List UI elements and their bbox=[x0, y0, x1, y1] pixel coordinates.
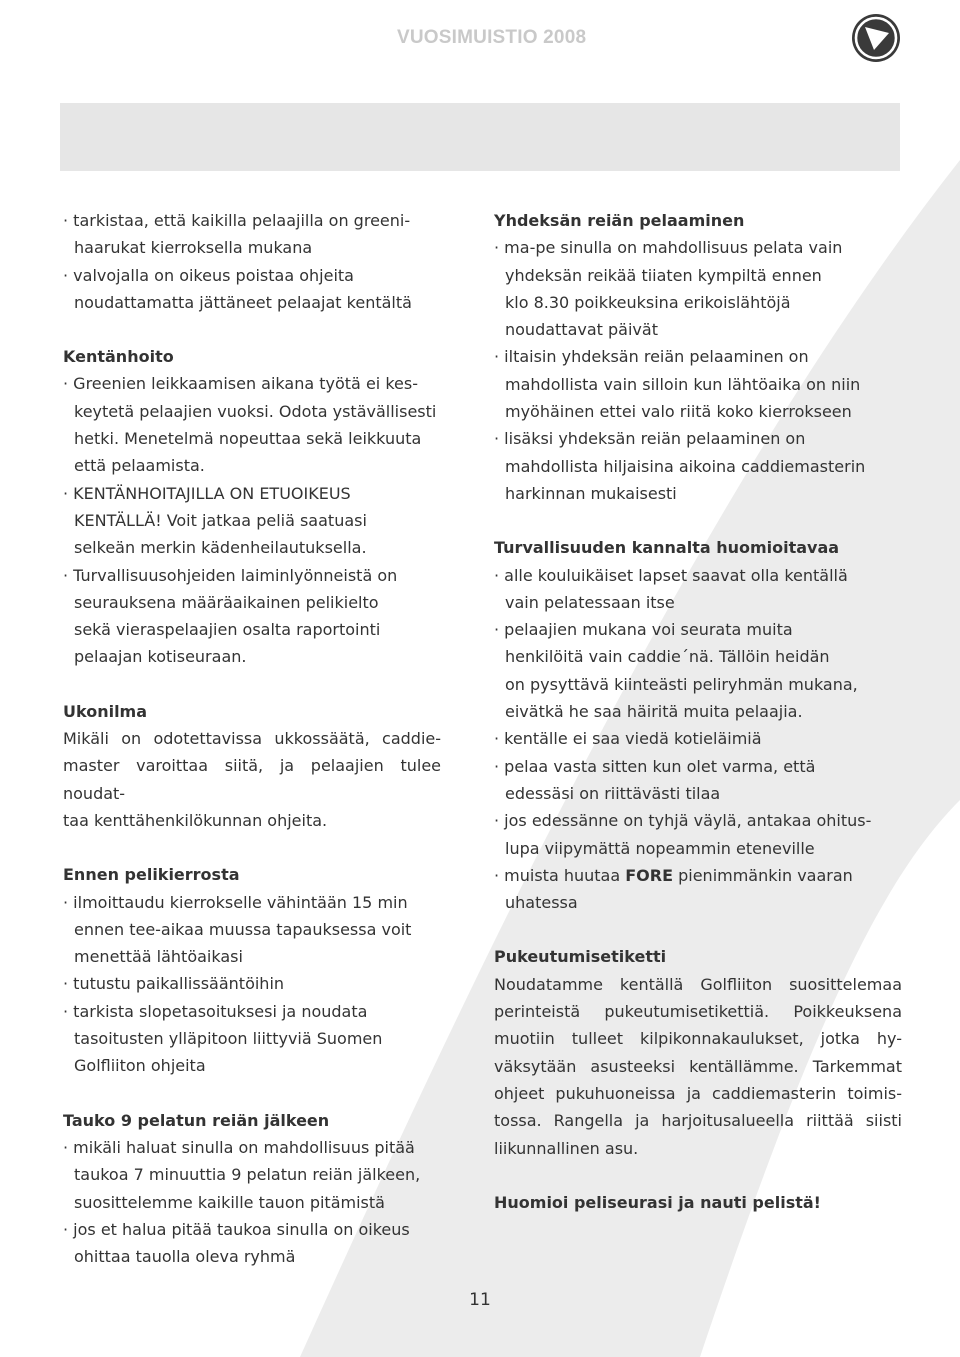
closing-text: Huomioi peliseurasi ja nauti pelistä! bbox=[494, 1192, 821, 1212]
section-heading: Ukonilma bbox=[63, 701, 148, 721]
section-heading: Pukeutumisetiketti bbox=[494, 947, 667, 967]
section-heading: Ennen pelikierrosta bbox=[63, 865, 240, 885]
list-item: · Greenien leikkaamisen aikana työtä ei kes- bbox=[63, 374, 418, 394]
paragraph-line: tossa. Rangella ja harjoitusalueella riittää siisti bbox=[494, 1111, 902, 1131]
list-item: · tutustu paikallissääntöihin bbox=[63, 974, 285, 994]
section-heading: Turvallisuuden kannalta huomioitavaa bbox=[494, 538, 840, 558]
list-item-continuation: pelaajan kotiseuraan. bbox=[74, 647, 247, 667]
list-item-continuation: haarukat kierroksella mukana bbox=[74, 238, 313, 258]
paragraph-line: liikunnallinen asu. bbox=[494, 1138, 639, 1158]
list-item: · jos edessänne on tyhjä väylä, antakaa ohitus- bbox=[494, 811, 872, 831]
header-band bbox=[60, 103, 900, 171]
list-item-continuation: on pysyttävä kiinteästi peliryhmän mukana, bbox=[505, 674, 858, 694]
section-ukonilma bbox=[63, 698, 441, 834]
section-turvallisuus bbox=[494, 534, 902, 916]
fore-prefix: · muista huutaa bbox=[494, 865, 626, 885]
list-item-continuation: Golfliiton ohjeita bbox=[74, 1056, 206, 1076]
play-triangle-circle-icon bbox=[850, 12, 902, 64]
list-item: · jos et halua pitää taukoa sinulla on oikeus bbox=[63, 1219, 410, 1239]
list-item-continuation: klo 8.30 poikkeuksina erikoislähtöjä bbox=[505, 292, 791, 312]
section-yhdeksan-reian-pelaaminen bbox=[494, 207, 902, 507]
list-item-continuation: selkeän merkin kädenheilautuksella. bbox=[74, 538, 367, 558]
list-item: · pelaa vasta sitten kun olet varma, että bbox=[494, 756, 816, 776]
list-item-continuation: mahdollista hiljaisina aikoina caddiemasterin bbox=[505, 456, 866, 476]
page-number: 11 bbox=[469, 1290, 491, 1310]
list-item-continuation: mahdollista vain silloin kun lähtöaika on niin bbox=[505, 374, 861, 394]
list-item-continuation: yhdeksän reikää tiiaten kympiltä ennen bbox=[505, 265, 822, 285]
left-column bbox=[63, 207, 441, 1297]
paragraph-line: muotiin tulleet kilpikonnakaulukset, jotka hy- bbox=[494, 1029, 902, 1049]
document-title: VUOSIMUISTIO 2008 bbox=[397, 27, 587, 48]
list-item: · lisäksi yhdeksän reiän pelaaminen on bbox=[494, 429, 806, 449]
paragraph-line: väksytään asusteeksi kentällämme. Tarkemmat bbox=[494, 1056, 902, 1076]
list-item: · tarkistaa, että kaikilla pelaajilla on greeni- bbox=[63, 211, 411, 230]
list-item: · iltaisin yhdeksän reiän pelaaminen on bbox=[494, 347, 809, 367]
list-item-continuation: noudattavat päivät bbox=[505, 320, 658, 340]
paragraph-line: master varoittaa siitä, ja pelaajien tulee noudat- bbox=[63, 756, 441, 803]
list-item: · kentälle ei saa viedä kotieläimiä bbox=[494, 729, 762, 749]
list-item-continuation: tasoitusten ylläpitoon liittyviä Suomen bbox=[74, 1029, 383, 1049]
list-item-continuation: noudattamatta jättäneet pelaajat kentältä bbox=[74, 292, 412, 312]
fore-word: FORE bbox=[625, 865, 674, 885]
list-item: · ilmoittaudu kierrokselle vähintään 15 min bbox=[63, 892, 408, 912]
list-item: · KENTÄNHOITAJILLA ON ETUOIKEUS bbox=[63, 483, 351, 503]
list-item: · Turvallisuusohjeiden laiminlyönneistä on bbox=[63, 565, 398, 585]
section-kentanhoito bbox=[63, 343, 441, 671]
section-pukeutumisetiketti bbox=[494, 943, 902, 1161]
closing-remark bbox=[494, 1189, 902, 1216]
section-heading: Yhdeksän reiän pelaaminen bbox=[494, 211, 745, 230]
list-item-continuation: henkilöitä vain caddie´nä. Tällöin heidän bbox=[505, 647, 830, 667]
paragraph-line: Noudatamme kentällä Golfliiton suosittelemaa bbox=[494, 974, 902, 994]
list-item-continuation: ohittaa tauolla oleva ryhmä bbox=[74, 1247, 296, 1267]
fore-suffix: pienimmänkin vaaran bbox=[673, 865, 853, 885]
list-item-continuation: seurauksena määräaikainen pelikielto bbox=[74, 592, 379, 612]
list-item-continuation: keytetä pelaajien vuoksi. Odota ystävällisesti bbox=[74, 401, 437, 421]
section-heading: Kentänhoito bbox=[63, 347, 174, 367]
paragraph-line: Mikäli on odotettavissa ukkossäätä, caddie- bbox=[63, 729, 441, 749]
list-item-continuation: lupa viipymättä nopeammin eteneville bbox=[505, 838, 815, 858]
intro-list bbox=[63, 207, 441, 316]
list-item-continuation: vain pelatessaan itse bbox=[505, 592, 675, 612]
list-item: · ma-pe sinulla on mahdollisuus pelata vain bbox=[494, 238, 843, 258]
list-item-continuation: harkinnan mukaisesti bbox=[505, 483, 677, 503]
paragraph-line: ohjeet pukuhuoneissa ja caddiemasterin toimis- bbox=[494, 1083, 902, 1103]
section-heading: Tauko 9 pelatun reiän jälkeen bbox=[63, 1110, 330, 1130]
list-item-continuation: KENTÄLLÄ! Voit jatkaa peliä saatuasi bbox=[74, 510, 367, 530]
list-item-continuation: edessäsi on riittävästi tilaa bbox=[505, 783, 721, 803]
list-item-fore bbox=[494, 862, 902, 889]
list-item-continuation: uhatessa bbox=[505, 893, 578, 913]
list-item-continuation: suosittelemme kaikille tauon pitämistä bbox=[74, 1192, 385, 1212]
section-ennen-pelikierrosta bbox=[63, 861, 441, 1079]
section-tauko bbox=[63, 1107, 441, 1271]
list-item-continuation: sekä vieraspelaajien osalta raportointi bbox=[74, 620, 381, 640]
right-column bbox=[494, 207, 902, 1243]
list-item-continuation: menettää lähtöaikasi bbox=[74, 947, 243, 967]
list-item-continuation: myöhäinen ettei valo riitä koko kierrokseen bbox=[505, 402, 852, 422]
list-item-continuation: taukoa 7 minuuttia 9 pelatun reiän jälkeen, bbox=[74, 1165, 421, 1185]
list-item-continuation: että pelaamista. bbox=[74, 456, 205, 476]
paragraph-line: perinteistä pukeutumisetikettiä. Poikkeuksena bbox=[494, 1002, 902, 1022]
list-item-continuation: eivätkä he saa häiritä muita pelaajia. bbox=[505, 702, 803, 722]
list-item: · mikäli haluat sinulla on mahdollisuus pitää bbox=[63, 1137, 415, 1157]
list-item: · alle kouluikäiset lapset saavat olla kentällä bbox=[494, 565, 848, 585]
list-item: · tarkista slopetasoituksesi ja noudata bbox=[63, 1001, 368, 1021]
list-item-continuation: ennen tee-aikaa muussa tapauksessa voit bbox=[74, 919, 412, 939]
list-item-continuation: hetki. Menetelmä nopeuttaa sekä leikkuuta bbox=[74, 429, 422, 449]
list-item: · pelaajien mukana voi seurata muita bbox=[494, 620, 793, 640]
list-item: · valvojalla on oikeus poistaa ohjeita bbox=[63, 265, 354, 285]
paragraph-line: taa kenttähenkilökunnan ohjeita. bbox=[63, 810, 328, 830]
